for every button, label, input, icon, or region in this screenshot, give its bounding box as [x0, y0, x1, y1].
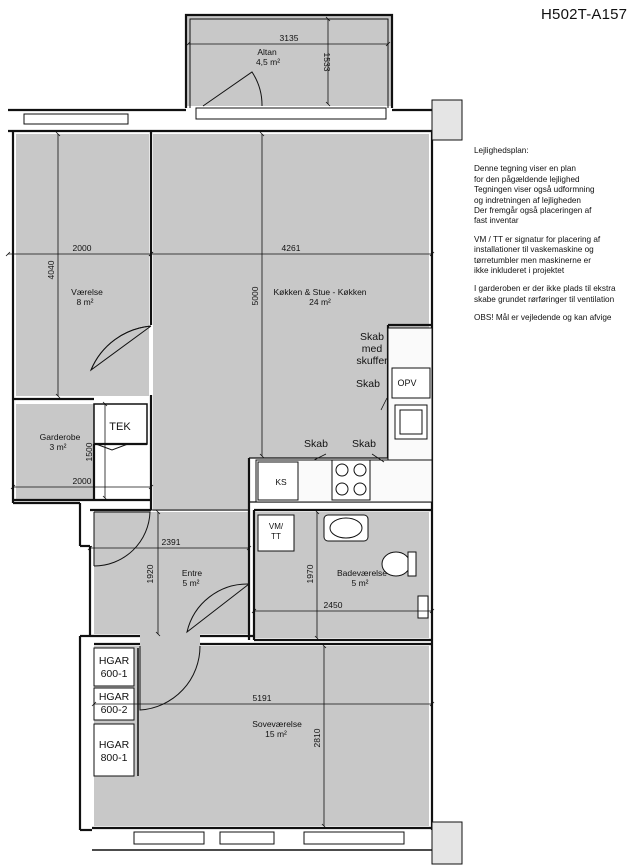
balcony-name: Altan — [257, 47, 277, 57]
skab-med-skuffer-2: med — [361, 343, 383, 355]
skab-med-skuffer-1: Skab — [360, 331, 384, 343]
vm-tt-label-1: VM/ — [268, 522, 284, 531]
opv-label: OPV — [397, 378, 417, 388]
notes-heading: Lejlighedsplan: — [474, 146, 529, 155]
main-bedroom-dim-height: 2810 — [312, 728, 322, 748]
hgar-3-label: HGAR — [98, 739, 130, 751]
room-fills — [16, 16, 429, 826]
bedroom-main-fill — [94, 646, 429, 826]
notes-panel — [474, 146, 636, 332]
bathroom-dim-width: 2450 — [323, 600, 343, 610]
kitchen-dim-height: 5000 — [250, 286, 260, 306]
bedroom-small-fill — [16, 134, 149, 396]
kitchen-dim-width: 4261 — [281, 243, 301, 253]
bathroom-name: Badeværelse — [336, 568, 388, 578]
main-bedroom-dim-width: 5191 — [252, 693, 272, 703]
entrance-dim-width: 2391 — [161, 537, 181, 547]
kitchen-living-fill-2 — [153, 458, 249, 511]
ks-label: KS — [275, 477, 287, 487]
tek-label: TEK — [109, 421, 131, 433]
bathroom-area: 5 m² — [351, 578, 369, 588]
notes-paragraph-1: Denne tegning viser en plan for den pågældende lejlighed Tegningen viser også udformning og indretningen af lejligheden Der fremgår også placeringen af fast inventar — [474, 164, 595, 226]
kitchen-area: 24 m² — [309, 297, 331, 307]
wardrobe-area: 3 m² — [49, 442, 67, 452]
kitchen-name: Køkken & Stue - Køkken — [273, 287, 367, 297]
entrance-name: Entre — [181, 568, 203, 578]
hall-fill — [140, 634, 200, 648]
vm-tt-label-2: TT — [271, 532, 281, 541]
hgar-3-size: 800-1 — [100, 752, 128, 764]
hgar-2-label: HGAR — [98, 691, 130, 703]
entrance-fill — [94, 512, 249, 634]
skab-label-2: Skab — [304, 438, 328, 450]
hgar-cabinet-1 — [94, 648, 134, 686]
balcony-area: 4,5 m² — [255, 57, 281, 67]
main-bedroom-area: 15 m² — [265, 729, 287, 739]
hgar-1-label: HGAR — [98, 655, 130, 667]
small-bedroom-area: 8 m² — [76, 297, 94, 307]
skab-label-1: Skab — [356, 378, 380, 390]
balcony-dim-height: 1533 — [322, 52, 332, 72]
notes-paragraph-2: VM / TT er signatur for placering af installationer til vaskemaskine og tørretumbler men maskinerne er ikke inkluderet i projektet — [474, 234, 601, 276]
hgar-1-size: 600-1 — [100, 668, 128, 680]
balcony-fill — [186, 16, 392, 106]
small-bedroom-dim-height: 4040 — [46, 260, 56, 280]
balcony-dim-width: 3135 — [279, 33, 299, 43]
hgar-2-size: 600-2 — [100, 704, 128, 716]
skab-med-skuffer-3: skuffer — [356, 355, 388, 367]
wardrobe-name: Garderobe — [39, 432, 81, 442]
main-bedroom-name: Soveværelse — [252, 719, 302, 729]
entrance-dim-height: 1920 — [145, 564, 155, 584]
sheet-id: H502T-A157 — [541, 6, 628, 23]
small-bedroom-name: Værelse — [71, 287, 103, 297]
notes-paragraph-3: I garderoben er der ikke plads til ekstra skabe grundet rørføringer til ventilation — [474, 284, 616, 304]
wardrobe-dim-width: 2000 — [72, 476, 92, 486]
wardrobe-dim-height: 1500 — [84, 442, 94, 462]
entrance-area: 5 m² — [182, 578, 200, 588]
notes-paragraph-4: OBS! Mål er vejledende og kan afvige — [474, 313, 612, 323]
small-bedroom-dim-width: 2000 — [72, 243, 92, 253]
skab-label-3: Skab — [352, 438, 376, 450]
bathroom-dim-height: 1970 — [305, 564, 315, 584]
